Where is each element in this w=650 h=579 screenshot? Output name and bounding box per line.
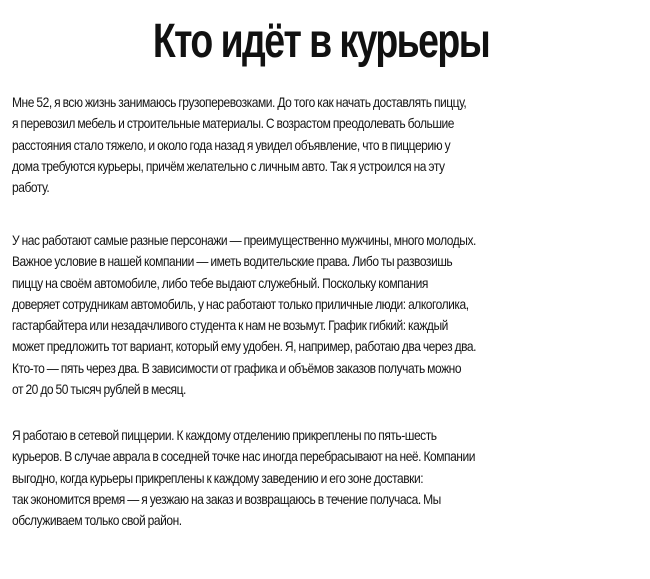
text-line: так экономится время — я уезжаю на заказ и возвращаюсь в течение получаса. Мы [12,490,441,507]
paragraph-1 [12,92,631,220]
text-line: У нас работают самые разные персонажи — преимущественно мужчины, много молодых. [12,232,476,248]
text-line: гастарбайтера или незадачливого студента к нам не возьмут. График гибкий: каждый [12,317,448,334]
article-title: Кто идёт в курьеры [152,15,490,68]
text-line: курьеров. В случае аврала в соседней точке нас иногда перебрасывают на неё. Компании [12,448,476,465]
text-line: работу. [12,179,50,196]
text-line: Важное условие в нашей компании — иметь водительские права. Либо ты развозишь [12,253,453,270]
text-line: выгодно, когда курьеры прикреплены к каждому заведению и его зоне доставки: [12,469,424,486]
paragraph-3 [12,425,631,555]
paragraph-gap [12,220,630,230]
text-line: пиццу на своём автомобиле, либо тебе выдают служебный. Поскольку компания [12,274,428,291]
text-line: дома требуются курьеры, причём желательно с личным авто. Так я устроился на эту [12,157,445,174]
text-line: расстояния стало тяжело, и около года назад я увидел объявление, что в пиццерию у [12,136,451,153]
text-line: Кто-то — пять через два. В зависимости от графика и объёмов заказов получать можно [12,359,462,376]
text-line: доверяет сотрудникам автомобиль, у нас работают только приличные люди: алкоголика, [12,295,469,312]
text-line: обслуживаем только свой район. [12,512,182,529]
text-line: я перевозил мебель и строительные материалы. С возрастом преодолевать большие [12,115,455,132]
text-line: Я работаю в сетевой пиццерии. К каждому отделению прикреплены по пять-шесть [12,427,437,443]
text-line: от 20 до 50 тысяч рублей в месяц. [12,381,186,398]
text-line: может предложить тот вариант, который ему удобен. Я, например, работаю два через два. [12,338,477,355]
paragraph-2 [12,230,631,425]
text-line: Мне 52, я всю жизнь занимаюсь грузоперевозками. До того как начать доставлять пиццу, [12,94,467,110]
